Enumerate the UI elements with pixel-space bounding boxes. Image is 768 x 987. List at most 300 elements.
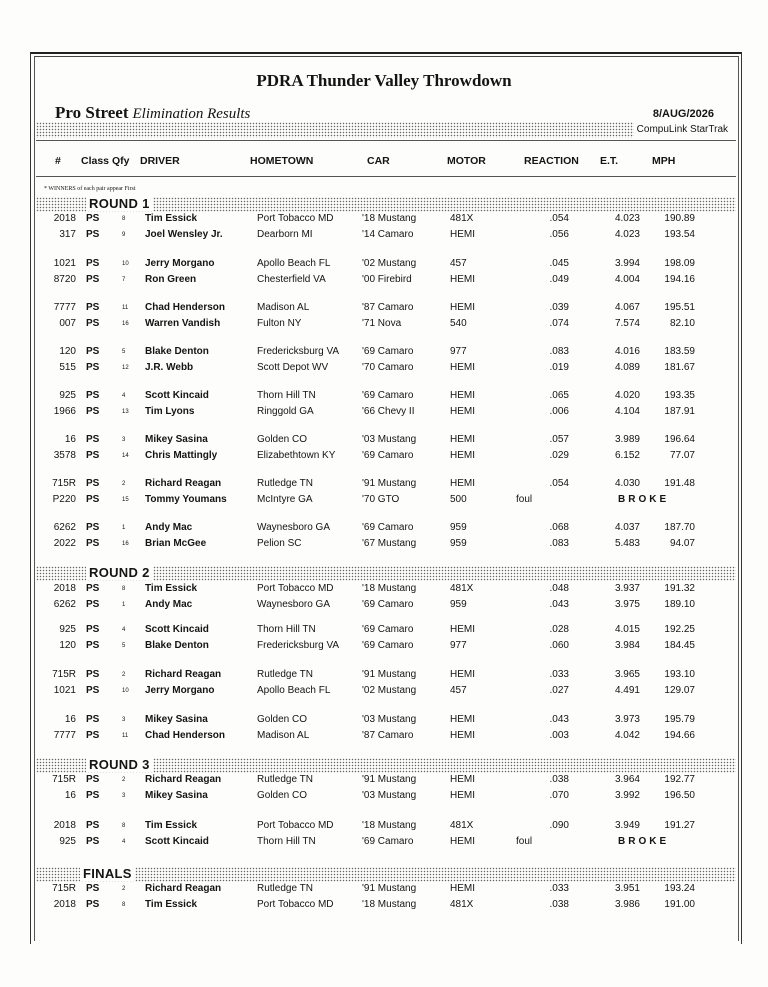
driver-name: Andy Mac bbox=[145, 522, 193, 533]
round-label: FINALS bbox=[80, 866, 135, 881]
elapsed-time: 4.030 bbox=[614, 478, 640, 489]
qualifying-position: 2 bbox=[122, 777, 126, 783]
car-number: P220 bbox=[52, 494, 76, 505]
speed-mph: 191.00 bbox=[664, 899, 695, 910]
reaction-time: .029 bbox=[549, 450, 569, 461]
class-code: PS bbox=[86, 229, 100, 240]
driver-name: Tim Essick bbox=[145, 583, 198, 594]
car-number: 925 bbox=[59, 836, 76, 847]
car-model: '18 Mustang bbox=[362, 820, 417, 831]
hometown: Fredericksburg VA bbox=[257, 640, 340, 651]
motor: 457 bbox=[450, 685, 467, 696]
elapsed-time: 4.042 bbox=[614, 730, 640, 741]
car-model: '91 Mustang bbox=[362, 883, 417, 894]
motor: 959 bbox=[450, 538, 467, 549]
class-code: PS bbox=[86, 346, 100, 357]
car-number: 1966 bbox=[53, 406, 76, 417]
reaction-time: .074 bbox=[549, 318, 569, 329]
hometown: Waynesboro GA bbox=[257, 522, 330, 533]
class-code: PS bbox=[86, 836, 100, 847]
reaction-time: .054 bbox=[549, 213, 569, 224]
driver-name: Scott Kincaid bbox=[145, 624, 209, 635]
col-header-reaction: REACTION bbox=[524, 155, 579, 167]
qualifying-position: 5 bbox=[122, 643, 126, 649]
elapsed-time: 4.015 bbox=[614, 624, 640, 635]
class-name: Pro Street bbox=[55, 103, 129, 122]
col-header-num: # bbox=[55, 155, 61, 167]
results-type: Elimination Results bbox=[132, 106, 251, 122]
reaction-time: .019 bbox=[549, 362, 569, 373]
class-code: PS bbox=[86, 774, 100, 785]
event-date: 8/AUG/2026 bbox=[652, 108, 714, 120]
car-number: 3578 bbox=[53, 450, 76, 461]
car-number: 2018 bbox=[53, 213, 76, 224]
car-model: '03 Mustang bbox=[362, 434, 417, 445]
car-model: '02 Mustang bbox=[362, 685, 417, 696]
car-number: 2018 bbox=[53, 899, 76, 910]
car-number: 007 bbox=[59, 318, 76, 329]
driver-name: Richard Reagan bbox=[145, 478, 222, 489]
car-number: 925 bbox=[59, 624, 76, 635]
qualifying-position: 10 bbox=[122, 688, 129, 694]
elapsed-time: 4.004 bbox=[614, 274, 640, 285]
qualifying-position: 3 bbox=[122, 717, 126, 723]
speed-mph: 192.25 bbox=[664, 624, 695, 635]
car-number: 2018 bbox=[53, 820, 76, 831]
elapsed-time: 3.964 bbox=[614, 774, 640, 785]
class-code: PS bbox=[86, 730, 100, 741]
driver-name: Richard Reagan bbox=[145, 774, 222, 785]
speed-mph: 193.54 bbox=[664, 229, 695, 240]
speed-mph: 193.35 bbox=[664, 390, 695, 401]
elapsed-time: 7.574 bbox=[614, 318, 640, 329]
motor: 959 bbox=[450, 522, 467, 533]
qualifying-position: 1 bbox=[122, 525, 126, 531]
car-number: 2022 bbox=[53, 538, 76, 549]
elapsed-time: 4.020 bbox=[614, 390, 640, 401]
speed-mph: 191.48 bbox=[664, 478, 695, 489]
car-number: 317 bbox=[59, 229, 76, 240]
class-code: PS bbox=[86, 274, 100, 285]
driver-name: Jerry Morgano bbox=[145, 258, 215, 269]
round-header bbox=[36, 867, 736, 882]
elapsed-time: 4.023 bbox=[614, 229, 640, 240]
motor: 481X bbox=[450, 820, 474, 831]
reaction-time: .045 bbox=[549, 258, 569, 269]
car-number: 715R bbox=[52, 478, 76, 489]
motor: 481X bbox=[450, 583, 474, 594]
elapsed-time: 3.937 bbox=[614, 583, 640, 594]
round-label: ROUND 1 bbox=[86, 196, 153, 211]
hometown: Golden CO bbox=[257, 714, 308, 725]
car-model: '67 Mustang bbox=[362, 538, 417, 549]
car-number: 16 bbox=[64, 434, 76, 445]
class-code: PS bbox=[86, 522, 100, 533]
speed-mph: 187.91 bbox=[664, 406, 695, 417]
header-rule-top bbox=[36, 140, 736, 141]
hometown: Rutledge TN bbox=[257, 669, 313, 680]
qualifying-position: 4 bbox=[122, 627, 126, 633]
motor: HEMI bbox=[450, 883, 475, 894]
speed-mph: 181.67 bbox=[664, 362, 695, 373]
speed-mph: 187.70 bbox=[664, 522, 695, 533]
driver-name: Warren Vandish bbox=[145, 318, 221, 329]
motor: 481X bbox=[450, 213, 474, 224]
hometown: McIntyre GA bbox=[257, 494, 313, 505]
qualifying-position: 8 bbox=[122, 902, 126, 908]
hometown: Ringgold GA bbox=[257, 406, 314, 417]
motor: 959 bbox=[450, 599, 467, 610]
driver-name: Tommy Youmans bbox=[145, 494, 227, 505]
speed-mph: 82.10 bbox=[669, 318, 695, 329]
motor: HEMI bbox=[450, 790, 475, 801]
elapsed-time: 3.975 bbox=[614, 599, 640, 610]
elapsed-time: 3.949 bbox=[614, 820, 640, 831]
class-code: PS bbox=[86, 450, 100, 461]
driver-name: Mikey Sasina bbox=[145, 790, 208, 801]
hometown: Golden CO bbox=[257, 790, 308, 801]
hometown: Thorn Hill TN bbox=[257, 390, 316, 401]
hometown: Apollo Beach FL bbox=[257, 685, 331, 696]
qualifying-position: 2 bbox=[122, 672, 126, 678]
foul-label: foul bbox=[516, 836, 533, 847]
hometown: Chesterfield VA bbox=[257, 274, 326, 285]
qualifying-position: 4 bbox=[122, 393, 126, 399]
hometown: Rutledge TN bbox=[257, 478, 313, 489]
qualifying-position: 9 bbox=[122, 232, 126, 238]
col-header-et: E.T. bbox=[600, 155, 619, 167]
class-code: PS bbox=[86, 494, 100, 505]
qualifying-position: 16 bbox=[122, 321, 129, 327]
reaction-time: .068 bbox=[549, 522, 569, 533]
speed-mph: 183.59 bbox=[664, 346, 695, 357]
motor: HEMI bbox=[450, 406, 475, 417]
round-label: ROUND 2 bbox=[86, 565, 153, 580]
qualifying-position: 5 bbox=[122, 349, 126, 355]
reaction-time: .028 bbox=[549, 624, 569, 635]
car-number: 16 bbox=[64, 714, 76, 725]
speed-mph: 191.32 bbox=[664, 583, 695, 594]
col-header-mph: MPH bbox=[652, 155, 676, 167]
motor: HEMI bbox=[450, 624, 475, 635]
qualifying-position: 7 bbox=[122, 277, 126, 283]
qualifying-position: 3 bbox=[122, 437, 126, 443]
qualifying-position: 11 bbox=[122, 733, 129, 739]
qualifying-position: 4 bbox=[122, 839, 126, 845]
reaction-time: .038 bbox=[549, 899, 569, 910]
hometown: Dearborn MI bbox=[257, 229, 313, 240]
car-number: 120 bbox=[59, 640, 76, 651]
car-model: '91 Mustang bbox=[362, 774, 417, 785]
reaction-time: .083 bbox=[549, 346, 569, 357]
elapsed-time: 3.986 bbox=[614, 899, 640, 910]
hometown: Scott Depot WV bbox=[257, 362, 329, 373]
motor: HEMI bbox=[450, 774, 475, 785]
elapsed-time: 4.016 bbox=[614, 346, 640, 357]
reaction-time: .090 bbox=[549, 820, 569, 831]
motor: 977 bbox=[450, 346, 467, 357]
motor: HEMI bbox=[450, 434, 475, 445]
driver-name: Ron Green bbox=[145, 274, 197, 285]
speed-mph: 193.10 bbox=[664, 669, 695, 680]
qualifying-position: 8 bbox=[122, 823, 126, 829]
class-code: PS bbox=[86, 213, 100, 224]
qualifying-position: 3 bbox=[122, 793, 126, 799]
qualifying-position: 11 bbox=[122, 305, 129, 311]
col-header-hometown: HOMETOWN bbox=[250, 155, 314, 167]
car-model: '00 Firebird bbox=[362, 274, 412, 285]
class-code: PS bbox=[86, 318, 100, 329]
reaction-time: .054 bbox=[549, 478, 569, 489]
motor: 457 bbox=[450, 258, 467, 269]
car-number: 7777 bbox=[53, 730, 76, 741]
round-label: ROUND 3 bbox=[86, 757, 153, 772]
driver-name: Richard Reagan bbox=[145, 669, 222, 680]
round-header bbox=[36, 758, 736, 773]
class-code: PS bbox=[86, 434, 100, 445]
hometown: Port Tobacco MD bbox=[257, 213, 334, 224]
car-number: 7777 bbox=[53, 302, 76, 313]
speed-mph: 129.07 bbox=[664, 685, 695, 696]
col-header-motor: MOTOR bbox=[447, 155, 486, 167]
winners-note: * WINNERS of each pair appear First bbox=[44, 186, 136, 192]
class-code: PS bbox=[86, 624, 100, 635]
hometown: Rutledge TN bbox=[257, 883, 313, 894]
motor: HEMI bbox=[450, 714, 475, 725]
reaction-time: .006 bbox=[549, 406, 569, 417]
car-model: '87 Camaro bbox=[362, 302, 414, 313]
speed-mph: 94.07 bbox=[669, 538, 695, 549]
speed-mph: 190.89 bbox=[664, 213, 695, 224]
qualifying-position: 10 bbox=[122, 261, 129, 267]
car-model: '91 Mustang bbox=[362, 478, 417, 489]
elapsed-time: 3.992 bbox=[614, 790, 640, 801]
hometown: Port Tobacco MD bbox=[257, 583, 334, 594]
car-number: 1021 bbox=[53, 258, 76, 269]
reaction-time: .033 bbox=[549, 669, 569, 680]
car-number: 16 bbox=[64, 790, 76, 801]
driver-name: Brian McGee bbox=[145, 538, 207, 549]
car-model: '69 Camaro bbox=[362, 599, 414, 610]
foul-label: foul bbox=[516, 494, 533, 505]
speed-mph: 189.10 bbox=[664, 599, 695, 610]
hometown: Madison AL bbox=[257, 730, 310, 741]
class-code: PS bbox=[86, 406, 100, 417]
elapsed-time: 3.989 bbox=[614, 434, 640, 445]
hometown: Port Tobacco MD bbox=[257, 820, 334, 831]
motor: 977 bbox=[450, 640, 467, 651]
reaction-time: .060 bbox=[549, 640, 569, 651]
motor: HEMI bbox=[450, 274, 475, 285]
motor: 540 bbox=[450, 318, 467, 329]
car-number: 515 bbox=[59, 362, 76, 373]
reaction-time: .038 bbox=[549, 774, 569, 785]
car-number: 715R bbox=[52, 774, 76, 785]
timing-system-label: CompuLink StarTrak bbox=[636, 124, 728, 135]
car-model: '14 Camaro bbox=[362, 229, 414, 240]
reaction-time: .043 bbox=[549, 714, 569, 725]
col-header-car: CAR bbox=[367, 155, 390, 167]
reaction-time: .056 bbox=[549, 229, 569, 240]
elapsed-time: 6.152 bbox=[614, 450, 640, 461]
motor: HEMI bbox=[450, 362, 475, 373]
hometown: Fulton NY bbox=[257, 318, 302, 329]
car-model: '02 Mustang bbox=[362, 258, 417, 269]
motor: HEMI bbox=[450, 229, 475, 240]
elapsed-time: 5.483 bbox=[614, 538, 640, 549]
car-model: '03 Mustang bbox=[362, 714, 417, 725]
qualifying-position: 12 bbox=[122, 365, 129, 371]
class-code: PS bbox=[86, 362, 100, 373]
car-model: '91 Mustang bbox=[362, 669, 417, 680]
car-model: '87 Camaro bbox=[362, 730, 414, 741]
driver-name: Mikey Sasina bbox=[145, 714, 208, 725]
car-model: '69 Camaro bbox=[362, 390, 414, 401]
motor: HEMI bbox=[450, 669, 475, 680]
driver-name: Blake Denton bbox=[145, 640, 209, 651]
car-model: '69 Camaro bbox=[362, 624, 414, 635]
car-model: '69 Camaro bbox=[362, 640, 414, 651]
col-header-qfy: Qfy bbox=[112, 155, 130, 167]
speed-mph: 196.64 bbox=[664, 434, 695, 445]
reaction-time: .043 bbox=[549, 599, 569, 610]
driver-name: Andy Mac bbox=[145, 599, 193, 610]
class-code: PS bbox=[86, 538, 100, 549]
motor: HEMI bbox=[450, 478, 475, 489]
broke-label: BROKE bbox=[618, 836, 670, 847]
class-code: PS bbox=[86, 599, 100, 610]
car-model: '70 Camaro bbox=[362, 362, 414, 373]
car-model: '18 Mustang bbox=[362, 583, 417, 594]
motor: HEMI bbox=[450, 450, 475, 461]
hometown: Rutledge TN bbox=[257, 774, 313, 785]
motor: HEMI bbox=[450, 390, 475, 401]
elapsed-time: 4.491 bbox=[614, 685, 640, 696]
elapsed-time: 3.951 bbox=[614, 883, 640, 894]
elapsed-time: 4.037 bbox=[614, 522, 640, 533]
driver-name: Tim Essick bbox=[145, 820, 198, 831]
reaction-time: .003 bbox=[549, 730, 569, 741]
round-header bbox=[36, 566, 736, 581]
hometown: Port Tobacco MD bbox=[257, 899, 334, 910]
car-model: '66 Chevy II bbox=[362, 406, 415, 417]
hometown: Apollo Beach FL bbox=[257, 258, 331, 269]
col-header-driver: DRIVER bbox=[140, 155, 180, 167]
reaction-time: .039 bbox=[549, 302, 569, 313]
qualifying-position: 2 bbox=[122, 886, 126, 892]
elapsed-time: 4.089 bbox=[614, 362, 640, 373]
car-number: 8720 bbox=[53, 274, 76, 285]
broke-label: BROKE bbox=[618, 494, 670, 505]
elapsed-time: 3.965 bbox=[614, 669, 640, 680]
qualifying-position: 15 bbox=[122, 497, 129, 503]
header-rule-bottom bbox=[36, 176, 736, 177]
driver-name: Mikey Sasina bbox=[145, 434, 208, 445]
elapsed-time: 3.973 bbox=[614, 714, 640, 725]
speed-mph: 194.16 bbox=[664, 274, 695, 285]
driver-name: Scott Kincaid bbox=[145, 390, 209, 401]
motor: 481X bbox=[450, 899, 474, 910]
speed-mph: 77.07 bbox=[669, 450, 695, 461]
car-model: '03 Mustang bbox=[362, 790, 417, 801]
car-number: 715R bbox=[52, 669, 76, 680]
col-header-class: Class bbox=[81, 155, 110, 167]
class-code: PS bbox=[86, 714, 100, 725]
driver-name: Blake Denton bbox=[145, 346, 209, 357]
round-header bbox=[36, 197, 736, 212]
reaction-time: .070 bbox=[549, 790, 569, 801]
driver-name: Joel Wensley Jr. bbox=[145, 229, 223, 240]
qualifying-position: 16 bbox=[122, 541, 129, 547]
car-number: 6262 bbox=[53, 522, 76, 533]
hometown: Thorn Hill TN bbox=[257, 836, 316, 847]
reaction-time: .048 bbox=[549, 583, 569, 594]
speed-mph: 198.09 bbox=[664, 258, 695, 269]
speed-mph: 191.27 bbox=[664, 820, 695, 831]
car-model: '71 Nova bbox=[362, 318, 402, 329]
motor: 500 bbox=[450, 494, 467, 505]
elapsed-time: 4.023 bbox=[614, 213, 640, 224]
driver-name: Tim Essick bbox=[145, 213, 198, 224]
dot-band bbox=[36, 122, 634, 138]
hometown: Fredericksburg VA bbox=[257, 346, 340, 357]
elapsed-time: 4.104 bbox=[614, 406, 640, 417]
qualifying-position: 1 bbox=[122, 602, 126, 608]
driver-name: Chad Henderson bbox=[145, 302, 226, 313]
speed-mph: 192.77 bbox=[664, 774, 695, 785]
car-model: '70 GTO bbox=[362, 494, 400, 505]
class-code: PS bbox=[86, 685, 100, 696]
class-code: PS bbox=[86, 390, 100, 401]
car-number: 715R bbox=[52, 883, 76, 894]
hometown: Madison AL bbox=[257, 302, 310, 313]
speed-mph: 195.51 bbox=[664, 302, 695, 313]
class-code: PS bbox=[86, 899, 100, 910]
car-number: 120 bbox=[59, 346, 76, 357]
event-title: PDRA Thunder Valley Throwdown bbox=[256, 71, 512, 90]
class-code: PS bbox=[86, 669, 100, 680]
speed-mph: 193.24 bbox=[664, 883, 695, 894]
class-code: PS bbox=[86, 640, 100, 651]
speed-mph: 196.50 bbox=[664, 790, 695, 801]
driver-name: Scott Kincaid bbox=[145, 836, 209, 847]
class-code: PS bbox=[86, 258, 100, 269]
qualifying-position: 14 bbox=[122, 453, 129, 459]
elapsed-time: 4.067 bbox=[614, 302, 640, 313]
driver-name: J.R. Webb bbox=[145, 362, 194, 373]
driver-name: Tim Essick bbox=[145, 899, 198, 910]
hometown: Elizabethtown KY bbox=[257, 450, 336, 461]
class-code: PS bbox=[86, 883, 100, 894]
motor: HEMI bbox=[450, 730, 475, 741]
reaction-time: .033 bbox=[549, 883, 569, 894]
speed-mph: 184.45 bbox=[664, 640, 695, 651]
hometown: Pelion SC bbox=[257, 538, 302, 549]
speed-mph: 194.66 bbox=[664, 730, 695, 741]
class-code: PS bbox=[86, 302, 100, 313]
hometown: Waynesboro GA bbox=[257, 599, 330, 610]
speed-mph: 195.79 bbox=[664, 714, 695, 725]
class-code: PS bbox=[86, 790, 100, 801]
driver-name: Chris Mattingly bbox=[145, 450, 218, 461]
car-model: '18 Mustang bbox=[362, 899, 417, 910]
qualifying-position: 13 bbox=[122, 409, 129, 415]
car-model: '69 Camaro bbox=[362, 346, 414, 357]
car-number: 6262 bbox=[53, 599, 76, 610]
car-model: '69 Camaro bbox=[362, 836, 414, 847]
class-code: PS bbox=[86, 478, 100, 489]
car-number: 925 bbox=[59, 390, 76, 401]
